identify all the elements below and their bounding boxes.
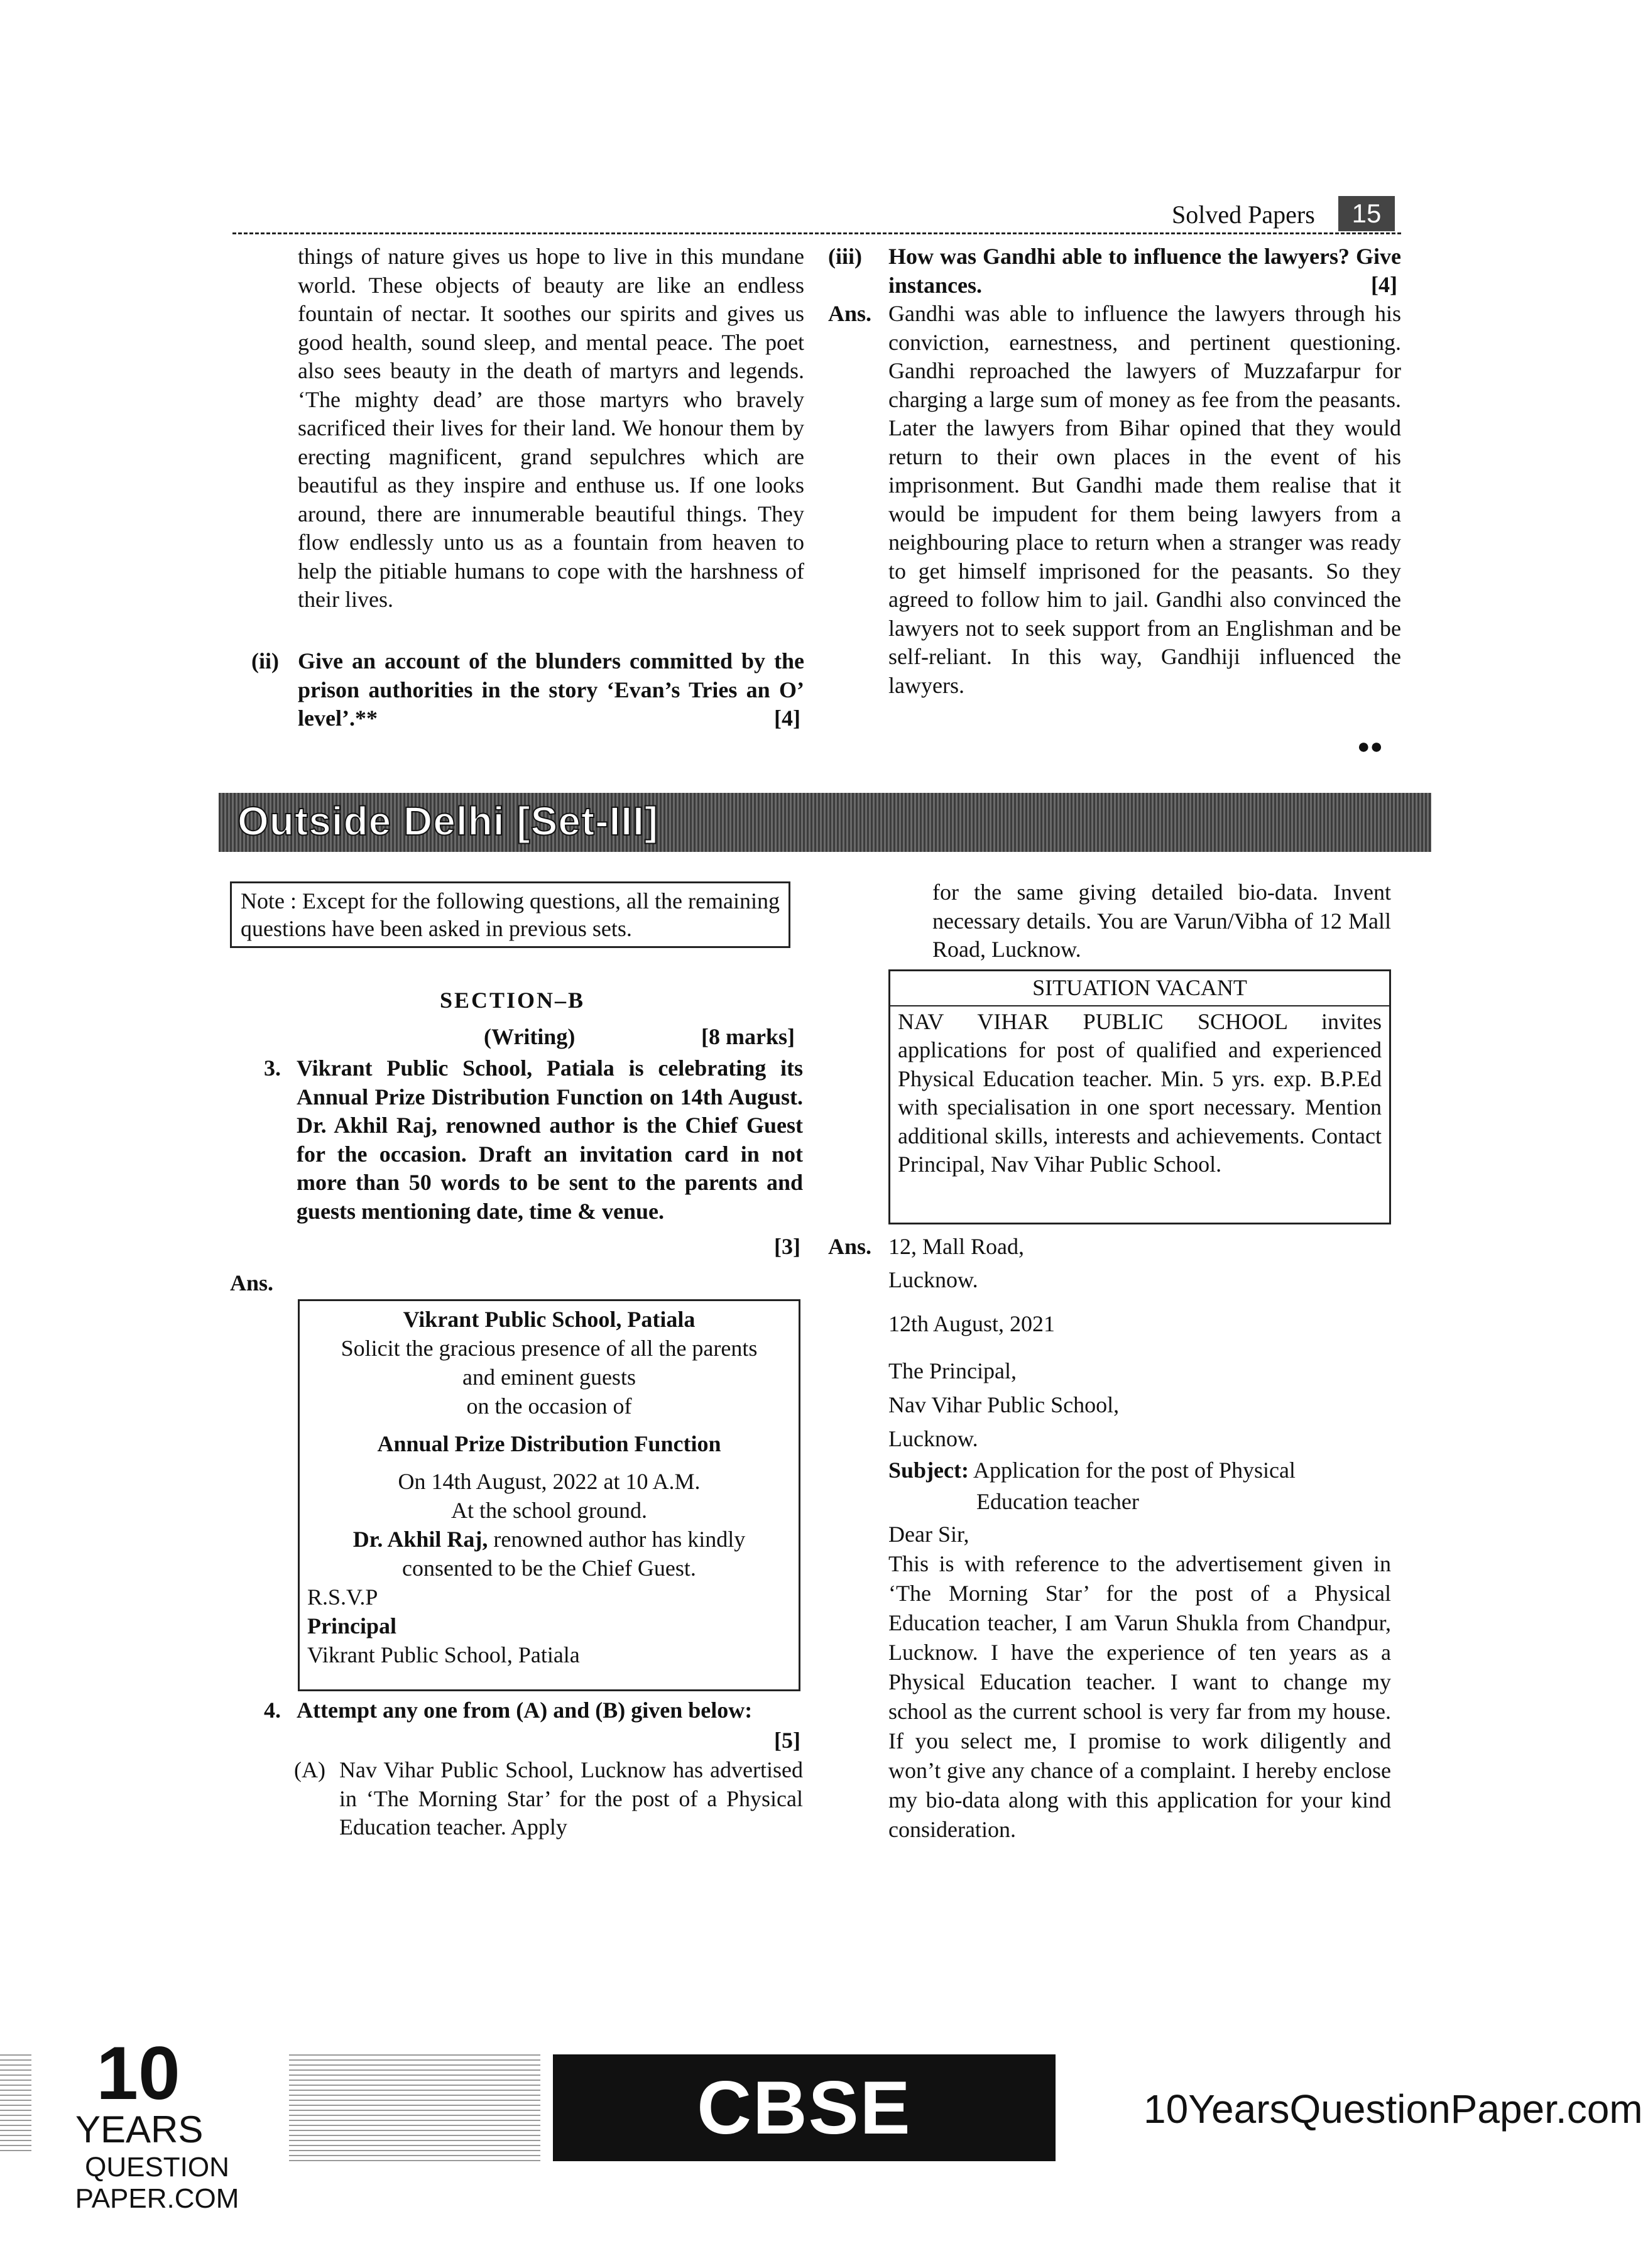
invitation-line-2: and eminent guests <box>462 1365 636 1390</box>
letter-recipient-line-2: Nav Vihar Public School, <box>888 1392 1120 1417</box>
question-4a-continuation: for the same giving detailed bio-data. Invent necessary details. You are Varun/Vibha of 12 Mall Road, Lucknow. <box>932 880 1391 962</box>
advertisement-title: SITUATION VACANT <box>1032 975 1247 1000</box>
section-b-marks: [8 marks] <box>701 1024 795 1049</box>
footer-logo-number: 10 <box>96 2031 180 2115</box>
footer-stripes-mid <box>289 2054 540 2161</box>
question-iii-marks: [4] <box>1371 272 1397 297</box>
answer-iii-text: Gandhi was able to influence the lawyers through his conviction, earnestness, and pertinent questioning. Gandhi reproached the lawyers of Muzzafarpur for charging a large sum of money as fee from the peasants. Later the lawyers from Bihar opined that they would return to their own places in the event of his imprisonment. But Gandhi made them realise that it would be impudent for them being lawyers from a neighbouring place to return when a stranger was ready to get himself imprisoned for the peasants. So they agreed to follow him to jail. Gandhi also convinced the lawyers not to seek support from an Englishman and be self-reliant. In this way, Gandhiji influenced the lawyers. <box>888 301 1401 698</box>
question-4a-label: (A) <box>294 1757 325 1782</box>
invitation-card <box>298 1299 800 1691</box>
letter-subject: Subject: Application for the post of Physical <box>888 1458 1296 1483</box>
top-left-paragraph: things of nature gives us hope to live in this mundane world. These objects of beauty are like an endless fountain of nectar. It soothes our spirits and gives us good health, sound sleep, and mental peace. The poet also sees beauty in the death of martyrs and legends. ‘The mighty dead’ are those martyrs who bravely sacrificed their lives for their land. We honour them by erecting magnificent, grand sepulchres which are beautiful as they inspire and enthuse us. If one looks around, there are innumerable beautiful things. They flow endlessly unto us as a fountain from heaven to help the pitiable humans to cope with the harshness of their lives. <box>298 244 804 612</box>
question-iii-text: How was Gandhi able to influence the lawyers? Give instances. <box>888 244 1401 298</box>
question-4-marks: [5] <box>774 1728 800 1753</box>
invitation-signatory-school: Vikrant Public School, Patiala <box>307 1642 580 1667</box>
section-b-title: SECTION–B <box>440 988 586 1013</box>
question-4-number: 4. <box>264 1698 281 1723</box>
section-banner <box>219 793 1431 852</box>
letter-recipient-line-3: Lucknow. <box>888 1426 978 1451</box>
question-ii-text: Give an account of the blunders committed by the prison authorities in the story ‘Evan’s Tries an O’ level’.** <box>298 648 804 731</box>
question-ii-label: (ii) <box>251 648 279 673</box>
letter-address-line-2: Lucknow. <box>888 1267 978 1292</box>
invitation-venue: At the school ground. <box>451 1498 647 1523</box>
answer-iii-label: Ans. <box>828 301 872 326</box>
letter-body: This is with reference to the advertisement given in ‘The Morning Star’ for the post of a Physical Education teacher, I am Varun Shukla from Chandpur, Lucknow. I have the experience of ten years as a Physical Education teacher. I want to change my school as the current school is very far from my house. If you select me, I promise to work diligently and won’t give any chance of a complaint. I hereby enclose my bio-data along with this application for your kind consideration. <box>888 1551 1391 1842</box>
letter-date: 12th August, 2021 <box>888 1311 1056 1336</box>
footer-banner: CBSE BOARD XII <box>553 2054 1056 2161</box>
note-box: Note : Except for the following questions, all the remaining questions have been asked in previous sets. <box>230 881 790 948</box>
footer-website: 10YearsQuestionPaper.com <box>1144 2086 1643 2132</box>
question-ii-marks: [4] <box>774 706 800 731</box>
footer-logo-word: YEARS <box>75 2108 204 2151</box>
question-3-number: 3. <box>264 1055 281 1081</box>
header-divider <box>232 232 1401 234</box>
invitation-event: Annual Prize Distribution Function <box>377 1431 721 1456</box>
letter-subject-line-2: Education teacher <box>976 1489 1139 1514</box>
question-4-text: Attempt any one from (A) and (B) given below: <box>297 1698 753 1723</box>
invitation-school: Vikrant Public School, Patiala <box>403 1307 696 1332</box>
end-mark: ●● <box>1357 735 1384 758</box>
letter-salutation: Dear Sir, <box>888 1522 969 1547</box>
invitation-date: On 14th August, 2022 at 10 A.M. <box>398 1469 701 1494</box>
advertisement-box <box>888 969 1391 1224</box>
invitation-line-3: on the occasion of <box>466 1393 632 1419</box>
invitation-guest-line-2: consented to be the Chief Guest. <box>402 1556 696 1581</box>
question-4a-text: Nav Vihar Public School, Lucknow has advertised in ‘The Morning Star’ for the post of a Physical Education teacher. Apply <box>339 1757 803 1840</box>
page-number: 15 <box>1338 196 1395 231</box>
question-3-marks: [3] <box>774 1234 800 1259</box>
footer-logo-sub: QUESTION PAPER.COM <box>75 2152 239 2214</box>
advertisement-body: NAV VIHAR PUBLIC SCHOOL invites applications for post of qualified and experienced Physical Education teacher. Min. 5 yrs. exp. B.P.Ed with specialisation in one sport necessary. Mention additional skills, interests and achievements. Contact Principal, Nav Vihar Public School. <box>890 1005 1389 1179</box>
question-3-answer-label: Ans. <box>230 1270 274 1295</box>
section-banner-title: Outside Delhi [Set-III] <box>237 799 659 844</box>
invitation-guest: Dr. Akhil Raj, renowned author has kindly <box>352 1527 746 1552</box>
letter-address-line-1: 12, Mall Road, <box>888 1234 1024 1259</box>
letter-answer-label: Ans. <box>828 1234 872 1259</box>
invitation-rsvp: R.S.V.P <box>307 1584 378 1610</box>
running-header: Solved Papers <box>1172 200 1315 229</box>
invitation-line-1: Solicit the gracious presence of all the parents <box>341 1336 758 1361</box>
question-iii-label: (iii) <box>828 244 862 269</box>
letter-recipient-line-1: The Principal, <box>888 1358 1017 1383</box>
section-b-subtitle: (Writing) <box>484 1024 576 1049</box>
question-3-text: Vikrant Public School, Patiala is celebrating its Annual Prize Distribution Function on 14th August. Dr. Akhil Raj, renowned author is the Chief Guest for the occasion. Draft an invitation card in not more than 50 words to be sent to the parents and guests mentioning date, time & venue. <box>297 1055 803 1224</box>
invitation-signatory: Principal <box>307 1613 396 1638</box>
footer-stripes-left <box>0 2054 31 2155</box>
